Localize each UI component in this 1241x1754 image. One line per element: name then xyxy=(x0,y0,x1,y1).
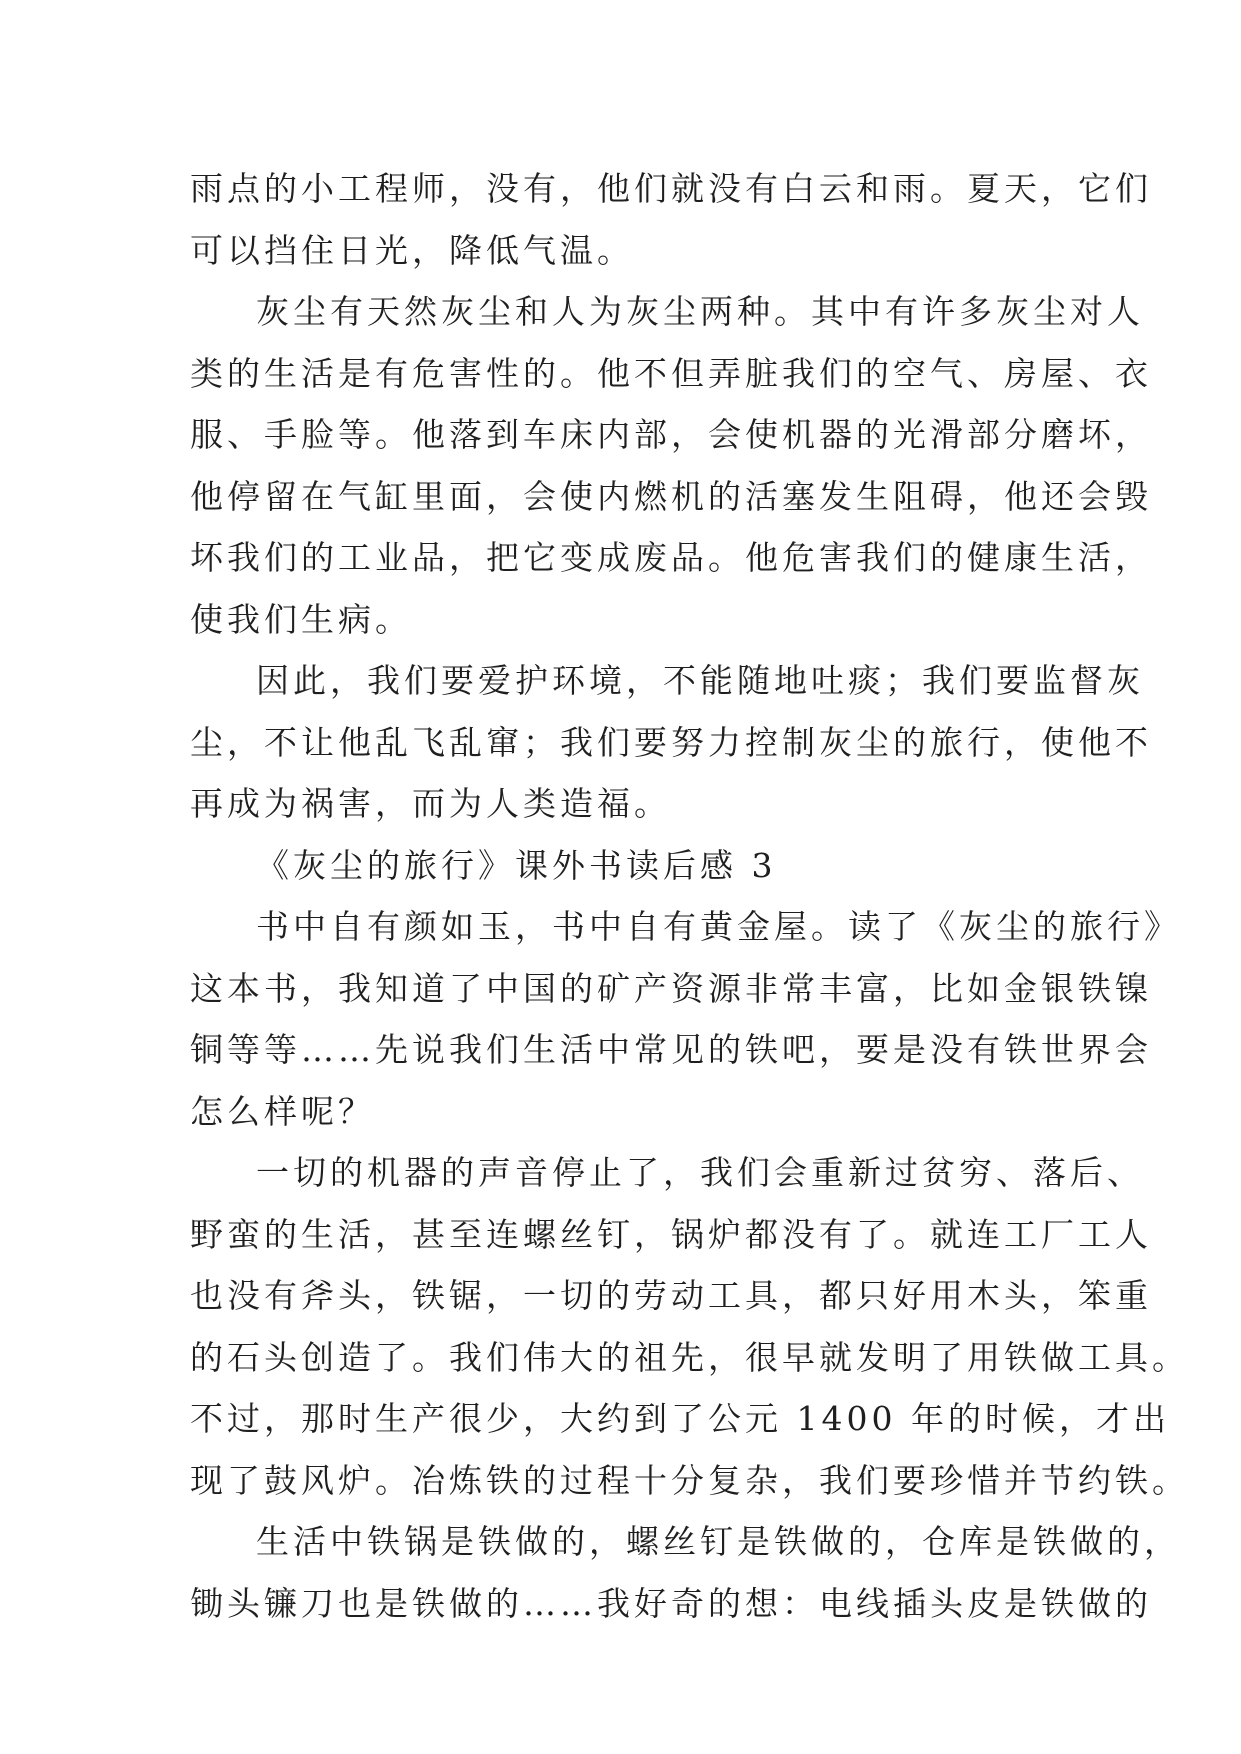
text-line: 雨点的小工程师，没有，他们就没有白云和雨。夏天，它们 xyxy=(190,169,1152,208)
document-body xyxy=(190,158,1189,1634)
text-line: 再成为祸害，而为人类造福。 xyxy=(190,784,671,823)
text-line: 怎么样呢？ xyxy=(190,1091,375,1131)
paragraph-start: 一切的机器的声音停止了，我们会重新过贫穷、落后、 xyxy=(256,1153,1144,1192)
text-line: 铜等等……先说我们生活中常见的铁吧，要是没有铁世界会 xyxy=(190,1030,1152,1069)
text-line: 现了鼓风炉。冶炼铁的过程十分复杂，我们要珍惜并节约铁。 xyxy=(190,1460,1189,1500)
text-line: 使我们生病。 xyxy=(190,599,412,639)
text-line: 坏我们的工业品，把它变成废品。他危害我们的健康生活， xyxy=(190,538,1152,577)
text-line: 锄头镰刀也是铁做的……我好奇的想：电线插头皮是铁做的 xyxy=(190,1583,1152,1623)
text-line: 尘，不让他乱飞乱窜；我们要努力控制灰尘的旅行，使他不 xyxy=(190,722,1152,762)
paragraph-start: 生活中铁锅是铁做的，螺丝钉是铁做的，仓库是铁做的， xyxy=(256,1522,1181,1561)
paragraph-start: 因此，我们要爱护环境，不能随地吐痰；我们要监督灰 xyxy=(256,661,1144,700)
text-line: 不过，那时生产很少，大约到了公元 1400 年的时候，才出 xyxy=(190,1399,1170,1438)
text-line: 野蛮的生活，甚至连螺丝钉，锅炉都没有了。就连工厂工人 xyxy=(190,1214,1152,1254)
text-line: 可以挡住日光，降低气温。 xyxy=(190,230,634,270)
text-line: 他停留在气缸里面，会使内燃机的活塞发生阻碍，他还会毁 xyxy=(190,476,1152,516)
paragraph-start: 灰尘有天然灰尘和人为灰尘两种。其中有许多灰尘对人 xyxy=(256,292,1144,331)
text-line: 类的生活是有危害性的。他不但弄脏我们的空气、房屋、衣 xyxy=(190,353,1152,393)
text-line: 这本书，我知道了中国的矿产资源非常丰富，比如金银铁镍 xyxy=(190,968,1152,1008)
section-heading: 《灰尘的旅行》课外书读后感 3 xyxy=(256,845,777,885)
text-line: 的石头创造了。我们伟大的祖先，很早就发明了用铁做工具。 xyxy=(190,1337,1189,1377)
text-line: 服、手脸等。他落到车床内部，会使机器的光滑部分磨坏， xyxy=(190,415,1152,454)
text-line: 也没有斧头，铁锯，一切的劳动工具，都只好用木头，笨重 xyxy=(190,1276,1152,1315)
paragraph-start: 书中自有颜如玉，书中自有黄金屋。读了《灰尘的旅行》 xyxy=(256,907,1181,946)
